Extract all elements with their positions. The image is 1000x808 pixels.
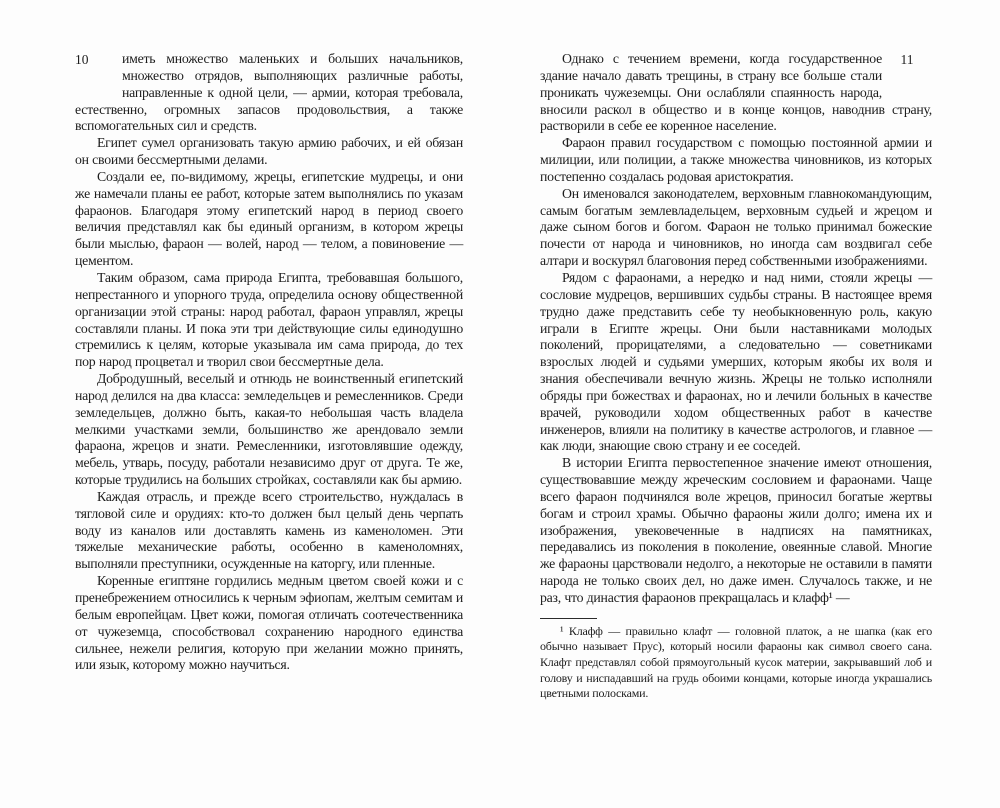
footnote-block bbox=[540, 618, 932, 702]
left-page-text-column bbox=[75, 51, 463, 674]
footnote-text: ¹ Клафф — правильно клафт — головной платок, а не шапка (как его обычно называет Прус), который носили фараоны как символ своего сана. Клафт представлял собой прямоугольный кусок материи, закрывавший лоб и голову и ниспадавший на грудь обоими концами, которые иногда украшались цветными полосками. bbox=[540, 623, 932, 701]
paragraph: Коренные египтяне гордились медным цветом своей кожи и с пренебрежением относились к черным эфиопам, желтым семитам и белым европейцам. Цвет кожи, помогая отличать соотечественника от чужеземца, способствовал сохранению народного единства сильнее, нежели религия, которую при желании можно принять, или язык, которому можно научиться. bbox=[75, 573, 463, 673]
left-page bbox=[75, 51, 463, 674]
paragraph: Создали ее, по-видимому, жрецы, египетские мудрецы, и они же намечали планы ее работ, которые затем выполнялись по указам фараонов. Благодаря этому египетский народ в период своего величия представлял как бы единый организм, в котором жрецы были мыслью, фараон — волей, народ — телом, а повиновение — цементом. bbox=[75, 168, 463, 269]
right-page-text-column bbox=[540, 51, 932, 607]
right-page bbox=[540, 51, 932, 702]
footnote-separator bbox=[540, 618, 597, 619]
paragraph: Таким образом, сама природа Египта, требовавшая большого, непрестанного и упорного труда, определила основу общественной организации этой страны: народ работал, фараон управлял, жрецы составляли планы. И пока эти три действующие силы единодушно стремились к целям, которые указывала им сама природа, до тех пор народ процветал и творил свои бессмертные дела. bbox=[75, 269, 463, 370]
page-number-right: 11 bbox=[900, 52, 914, 67]
paragraph: Рядом с фараонами, а нередко и над ними, стояли жрецы — сословие мудрецов, вершивших судьбы страны. В настоящее время трудно даже представить себе ту необыкновенную роль, какую играли в Египте жрецы. Они были наставниками молодых поколений, прорицателями, а следовательно — советниками взрослых людей и судьями умерших, которым якобы их воля и знания обеспечивали вечную жизнь. Жрецы не только исполняли обряды при божествах и фараонах, но и лечили больных в качестве врачей, руководили ходом общественных работ в качестве инженеров, влияли на политику в качестве астрологов, и главное — как люди, знающие свою страну и ее соседей. bbox=[540, 269, 932, 454]
page-number-left: 10 bbox=[75, 52, 89, 67]
paragraph: В истории Египта первостепенное значение имеют отношения, существовавшие между жреческим сословием и фараонами. Чаще всего фараон подчинялся воле жрецов, приносил богатые жертвы богам и строил храмы. Обычно фараоны жили долго; имена их и изображения, увековеченные в надписях на памятниках, передавались из поколения в поколение, овеянные славой. Многие же фараоны царствовали недолго, а некоторые не оставили в памяти народа не только своих дел, но даже имен. Случалось также, и не раз, что династия фараонов прекращалась и клафф¹ — bbox=[540, 455, 932, 605]
paragraph: Добродушный, веселый и отнюдь не воинственный египетский народ делился на два класса: земледельцев и ремесленников. Среди земледельцев, должно быть, какая-то небольшая часть владела мелкими участками земли, большинство же арендовало земли фараона, жрецов и знати. Ремесленники, изготовлявшие одежду, мебель, утварь, посуду, работали независимо друг от друга. Те же, которые трудились на больших стройках, составляли как бы армию. bbox=[75, 371, 463, 488]
paragraph: Однако с течением времени, когда государственное здание начало давать трещины, в страну все больше стали проникать чужеземцы. Они ослабляли спаянность народа, вносили раскол в общество и в конце концов, наводнив страну, растворили в себе ее коренное население. bbox=[540, 51, 932, 134]
paragraph: иметь множество маленьких и больших начальников, множество отрядов, выполняющих различные работы, направленные к одной цели, — армии, которая требовала, естественно, огромных запасов продовольствия, а также вспомогательных сил и средств. bbox=[75, 51, 463, 134]
paragraph: Фараон правил государством с помощью постоянной армии и милиции, или полиции, а также множества чиновников, из которых постепенно создалась родовая аристократия. bbox=[540, 135, 932, 184]
paragraph: Он именовался законодателем, верховным главнокомандующим, самым богатым землевладельцем, верховным судьей и жрецом и даже сыном богов и богом. Фараон не только принимал божеские почести от народа и чиновников, но иногда сам воздвигал себе алтари и воскурял благовония перед собственными изображениями. bbox=[540, 185, 932, 269]
paragraph: Каждая отрасль, и прежде всего строительство, нуждалась в тягловой силе и орудиях: кто-то должен был целый день черпать воду из каналов или доставлять камень из каменоломен. Эти тяжелые механические работы, особенно в каменоломнях, выполняли преступники, осужденные на каторгу, или пленные. bbox=[75, 488, 463, 572]
paragraph: Египет сумел организовать такую армию рабочих, и ей обязан он своими бессмертными делами. bbox=[75, 135, 463, 168]
